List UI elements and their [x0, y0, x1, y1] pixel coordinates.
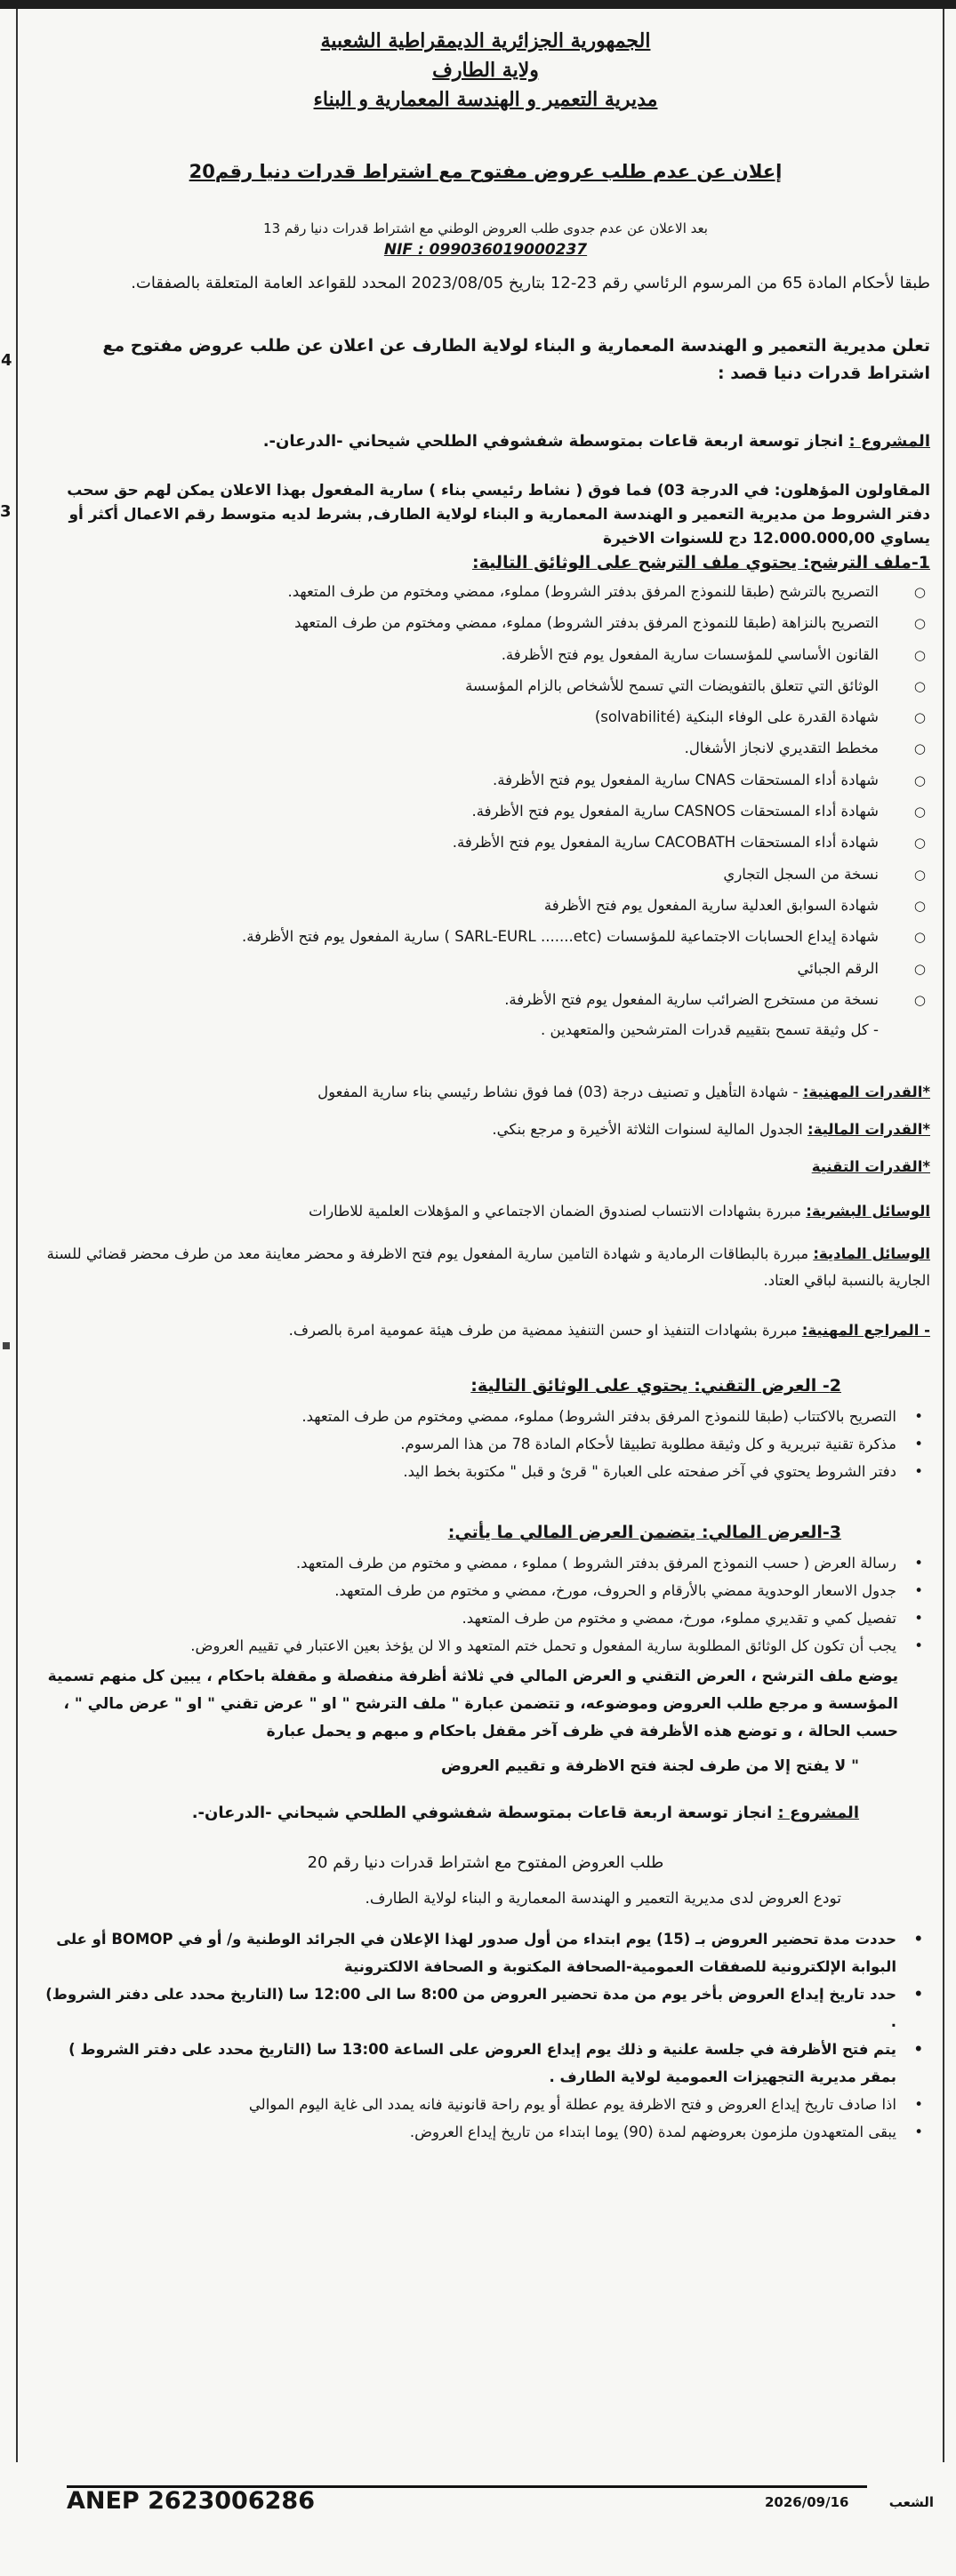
bullet-icon: •: [914, 1463, 923, 1481]
circle-bullet-icon: ○: [913, 897, 926, 914]
capacities-block: [41, 1079, 930, 1344]
list-item: ○ شهادة أداء المستحقات CNAS سارية المفعول يوم فتح الأظرفة.: [41, 766, 930, 795]
circle-bullet-icon: ○: [913, 866, 926, 883]
project-label: المشروع :: [848, 432, 930, 451]
list-item: ○ شهادة القدرة على الوفاء البنكية (solvabilité): [41, 703, 930, 732]
document-header: [41, 27, 930, 115]
circle-bullet-icon: ○: [913, 584, 926, 600]
tender-reference: طلب العروض المفتوح مع اشتراط قدرات دنيا رقم 20: [307, 1853, 664, 1873]
bullet-icon: •: [914, 1436, 923, 1453]
list-item: ○ نسخة من السجل التجاري: [41, 860, 930, 889]
financial-offer-list: [41, 1549, 930, 1660]
circle-bullet-icon: ○: [913, 615, 926, 632]
prior-notice-text: بعد الاعلان عن عدم جدوى طلب العروض الوطني مع اشتراط قدرات دنيا رقم 13: [263, 220, 708, 236]
announcement-document: [41, 27, 930, 2480]
list-item: ○ شهادة أداء المستحقات CACOBATH سارية المفعول يوم فتح الأظرفة.: [41, 828, 930, 857]
circle-bullet-icon: ○: [913, 677, 926, 694]
bullet-icon: •: [914, 1555, 923, 1572]
nif-number: NIF : 099036019000237: [383, 241, 588, 259]
professional-capacities: *القدرات المهنية: - شهادة التأهيل و تصنيف درجة (03) فما فوق نشاط رئيسي بناء سارية المفعول: [317, 1084, 930, 1101]
technical-capacities-label: *القدرات التقنية: [811, 1158, 930, 1176]
list-item: • حددت مدة تحضير العروض بـ (15) يوم ابتداء من أول صدور لهذا الإعلان في الجرائد الوطنية و/ أو في BOMOP أو على البوابة الإلكترونية للصفقات العمومية-الصحافة المكتوبة و الصحافة الالكترونية: [41, 1925, 930, 1980]
list-item: • يتم فتح الأظرفة في جلسة علنية و ذلك يوم إيداع العروض على الساعة 13:00 سا (التاريخ محدد على دفتر الشروط ) بمقر مديرية التجهيزات العمومية لولاية الطارف .: [41, 2036, 930, 2091]
top-edge-strip: [0, 0, 956, 9]
professional-references: - المراجع المهنية: مبررة بشهادات التنفيذ او حسن التنفيذ ممضية من طرف هيئة عمومية امرة بالصرف.: [288, 1322, 930, 1340]
margin-dot: [3, 1342, 10, 1349]
section2-title: 2- العرض التقني: يحتوي على الوثائق التالية:: [470, 1376, 841, 1396]
notice-title: إعلان عن عدم طلب عروض مفتوح مع اشتراط قدرات دنيا رقم20: [189, 161, 783, 182]
legal-basis: طبقا لأحكام المادة 65 من المرسوم الرئاسي رقم 23-12 بتاريخ 2023/08/05 المحدد للقواعد العامة المتعلقة بالصفقات.: [131, 274, 930, 292]
prior-notice: [41, 218, 930, 260]
bullet-icon: •: [914, 1408, 923, 1426]
list-item: ○ شهادة إيداع الحسابات الاجتماعية للمؤسسات (SARL-EURL .......etc ) سارية المفعول يوم فتح الأظرفة.: [41, 923, 930, 951]
financial-capacities: *القدرات المالية: الجدول المالية لسنوات الثلاثة الأخيرة و مرجع بنكي.: [492, 1121, 930, 1139]
list-item: ○ التصريح بالترشح (طبقا للنموذج المرفق بدفتر الشروط) مملوء، ممضي ومختوم من طرف المتعهد.: [41, 578, 930, 606]
margin-mark: 3: [0, 502, 12, 521]
eligibility-text: المقاولون المؤهلون: في الدرجة 03) فما فوق ( نشاط رئيسي بناء ) سارية المفعول بهذا الاعلان يمكن لهم حق سحب دفتر الشروط من مديرية التعمير و الهندسة المعمارية و البناء لولاية الطارف, بشرط لديه متوسط رقم الاعمال أكثر أو يساوي 12.000.000,00 دج للسنوات الاخيرة: [67, 482, 930, 548]
bullet-icon: •: [914, 2124, 923, 2141]
wilaya-name: ولاية الطارف: [432, 59, 539, 82]
list-item: ○ نسخة من مستخرج الضرائب سارية المفعول يوم فتح الأظرفة.: [41, 986, 930, 1014]
bullet-icon: •: [914, 1610, 923, 1628]
list-item: • التصريح بالاكتتاب (طبقا للنموذج المرفق بدفتر الشروط) مملوء، ممضي ومختوم من طرف المتعهد.: [41, 1403, 930, 1430]
circle-bullet-icon: ○: [913, 960, 926, 977]
list-item: • رسالة العرض ( حسب النموذج المرفق بدفتر الشروط ) مملوء ، ممضي و مختوم من طرف المتعهد.: [41, 1549, 930, 1577]
announcement-text: تعلن مديرية التعمير و الهندسة المعمارية و البناء لولاية الطارف عن اعلان عن طلب عروض مفتوح مع اشتراط قدرات دنيا قصد :: [102, 336, 930, 383]
list-item: • دفتر الشروط يحتوي في آخر صفحته على العبارة " قرئ و قبل " مكتوبة بخط اليد.: [41, 1458, 930, 1485]
project-text: انجاز توسعة اربعة قاعات بمتوسطة شفشوفي الطلحي شيحاني -الدرعان-.: [191, 1804, 773, 1823]
bullet-icon: •: [914, 2096, 923, 2114]
material-resources: الوسائل المادية: مبررة بالبطاقات الرمادية و شهادة التامين سارية المفعول يوم فتح الاظرفة و محضر معاينة معد من طرف محضر قضائي للسنة الجارية بالنسبة لباقي العتاد.: [46, 1245, 930, 1290]
do-not-open-text: " لا يفتح إلا من طرف لجنة فتح الاظرفة و تقييم العروض: [440, 1757, 859, 1776]
bullet-icon: •: [913, 1986, 923, 2004]
list-item: ○ شهادة أداء المستحقات CASNOS سارية المفعول يوم فتح الأظرفة.: [41, 797, 930, 826]
circle-bullet-icon: ○: [913, 740, 926, 757]
list-item: ○ شهادة السوابق العدلية سارية المفعول يوم فتح الأظرفة: [41, 892, 930, 920]
section3-title: 3-العرض المالي: يتضمن العرض المالي ما يأتي:: [447, 1523, 841, 1543]
list-item: ○ التصريح بالنزاهة (طبقا للنموذج المرفق بدفتر الشروط) مملوء، ممضي ومختوم من طرف المتعهد: [41, 609, 930, 637]
list-item: • يبقى المتعهدون ملزمون بعروضهم لمدة (90) يوما ابتداء من تاريخ إيداع العروض.: [41, 2118, 930, 2146]
project-label: المشروع :: [777, 1804, 859, 1823]
list-item: • حدد تاريخ إيداع العروض بأخر يوم من مدة تحضير العروض من 8:00 سا الى 12:00 سا (التاريخ محدد على دفتر الشروط) .: [41, 1980, 930, 2036]
margin-mark: 4: [1, 351, 12, 370]
envelopes-text: يوضع ملف الترشح ، العرض التقني و العرض المالي في ثلاثة أظرفة منفصلة و مقفلة باحكام ، يبين كل منهم تسمية المؤسسة و مرجع طلب العروض وموضوعه، و تتضمن عبارة " ملف الترشح " او " عرض تقني " او " عرض مالي " ، حسب الحالة ، و توضع هذه الأظرفة في ظرف آخر مقفل باحكام و مبهم و يحمل عبارة: [47, 1668, 898, 1741]
publication-info: [765, 2494, 934, 2510]
deadlines-list: [41, 1925, 930, 2146]
bullet-icon: •: [913, 2041, 923, 2059]
list-item: • اذا صادف تاريخ إيداع العروض و فتح الاظرفة يوم عطلة أو يوم راحة قانونية فانه يمدد الى غاية اليوم الموالي: [41, 2091, 930, 2118]
circle-bullet-icon: ○: [913, 835, 926, 852]
list-item: • يجب أن تكون كل الوثائق المطلوبة سارية المفعول و تحمل ختم المتعهد و الا لن يؤخذ بعين الاعتبار في تقييم العروض.: [41, 1632, 930, 1660]
right-column-rule: [943, 9, 944, 2462]
circle-bullet-icon: ○: [913, 804, 926, 820]
list-item: ○ الرقم الجبائي: [41, 955, 930, 983]
section1-title: 1-ملف الترشح: يحتوي ملف الترشح على الوثائق التالية:: [471, 553, 930, 572]
circle-bullet-icon: ○: [913, 772, 926, 788]
circle-bullet-icon: ○: [913, 991, 926, 1008]
list-item: ○ القانون الأساسي للمؤسسات سارية المفعول يوم فتح الأظرفة.: [41, 641, 930, 669]
human-resources: الوسائل البشرية: مبررة بشهادات الانتساب لصندوق الضمان الاجتماعي و المؤهلات العلمية للاطارات: [309, 1203, 930, 1220]
directorate-name: مديرية التعمير و الهندسة المعمارية و البناء: [313, 88, 658, 111]
list-item: • تفصيل كمي و تقديري مملوء، مورخ، ممضي و مختوم من طرف المتعهد.: [41, 1604, 930, 1632]
candidacy-documents-list: [41, 578, 930, 1014]
project-line: [41, 432, 930, 451]
newspaper-name: الشعب: [888, 2494, 935, 2510]
project-text: انجاز توسعة اربعة قاعات بمتوسطة شفشوفي الطلحي شيحاني -الدرعان-.: [262, 432, 844, 451]
bullet-icon: •: [914, 1637, 923, 1655]
candidacy-closing: - كل وثيقة تسمح بتقييم قدرات المترشحين والمتعهدين .: [541, 1021, 879, 1039]
left-margin-column: [0, 9, 18, 2462]
bullet-icon: •: [913, 1931, 923, 1948]
republic-name: الجمهورية الجزائرية الديمقراطية الشعبية: [320, 29, 651, 52]
bullet-icon: •: [914, 1582, 923, 1600]
list-item: ○ مخطط التقديري لانجاز الأشغال.: [41, 734, 930, 763]
list-item: ○ الوثائق التي تتعلق بالتفويضات التي تسمح للأشخاص بالزام المؤسسة: [41, 672, 930, 700]
circle-bullet-icon: ○: [913, 646, 926, 663]
deposit-location: تودع العروض لدى مديرية التعمير و الهندسة المعمارية و البناء لولاية الطارف.: [365, 1890, 841, 1908]
technical-offer-list: [41, 1403, 930, 1485]
list-item: • مذكرة تقنية تبريرية و كل وثيقة مطلوبة تطبيقا لأحكام المادة 78 من هذا المرسوم.: [41, 1430, 930, 1458]
publication-date: 2026/09/16: [765, 2494, 849, 2510]
circle-bullet-icon: ○: [913, 709, 926, 726]
circle-bullet-icon: ○: [913, 929, 926, 946]
project-line-2: [41, 1804, 930, 1822]
list-item: • جدول الاسعار الوحدوية ممضي بالأرقام و الحروف، مورخ، ممضي و مختوم من طرف المتعهد.: [41, 1577, 930, 1604]
anep-code: ANEP 2623006286: [67, 2487, 315, 2515]
